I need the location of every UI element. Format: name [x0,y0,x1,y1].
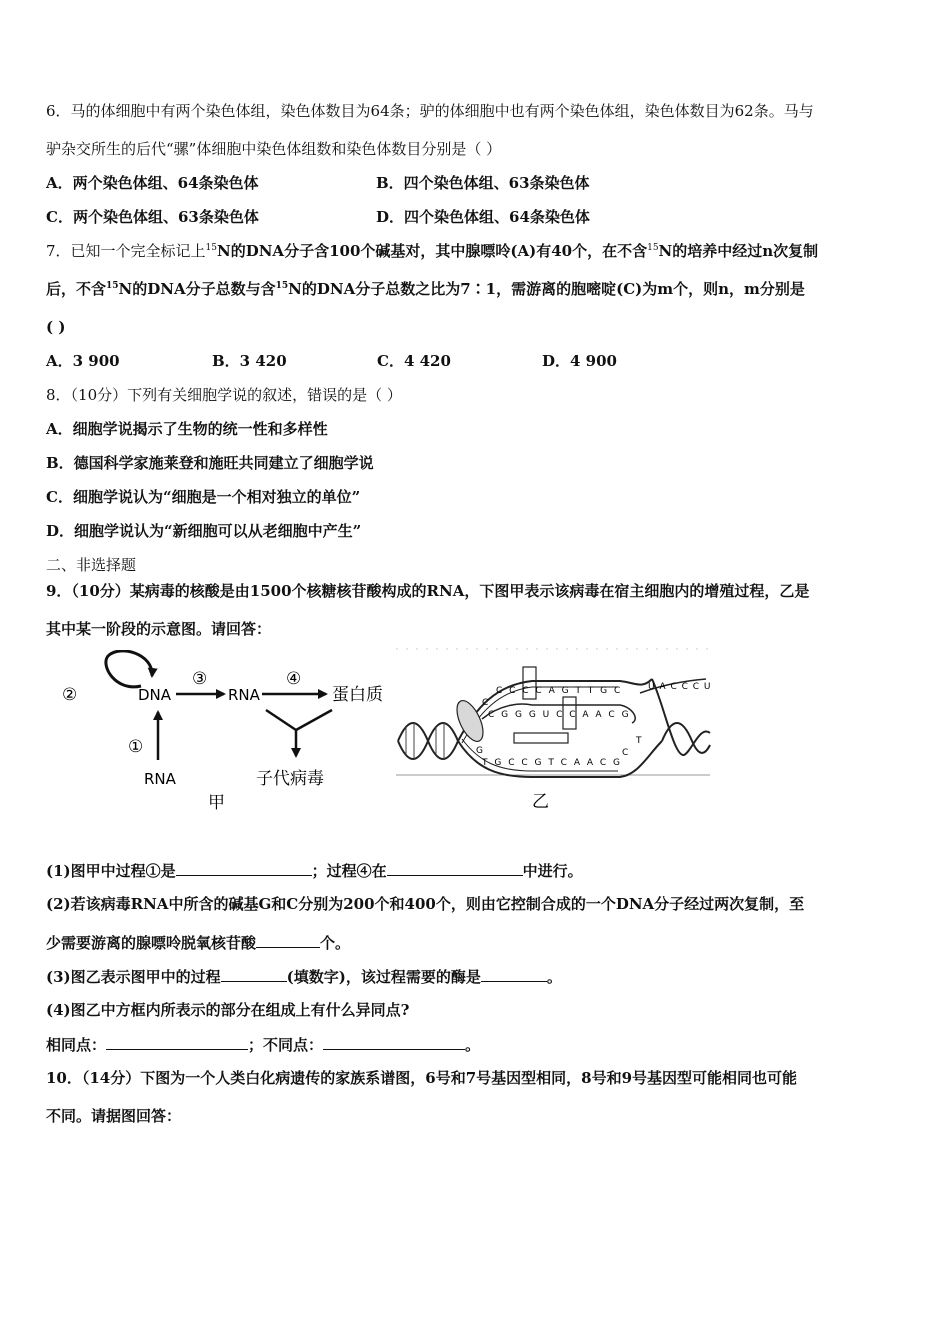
left-helix-strand-b [398,723,458,759]
box-center [514,733,568,743]
q6-option-b: B．四个染色体组、63条染色体 [376,174,590,192]
q6-stem-line2: 驴杂交所生的后代“骡”体细胞中染色体组数和染色体数目分别是（ ） [46,140,502,158]
q9-stem-line2: 其中某一阶段的示意图。请回答： [46,620,272,638]
replication-loop-arrow [106,651,152,687]
fig-jia-rna-mid: RNA [228,686,260,704]
fig-yi-c-right: C [622,748,629,758]
figure-yi [392,645,714,815]
fig-yi-g-left: G [476,746,483,756]
fig-jia-protein: 蛋白质 [332,685,383,705]
q9-part1-c: 中进行。 [522,862,583,880]
q9-blank-5[interactable] [481,966,547,982]
q9-blank-7[interactable] [323,1034,465,1050]
q7-option-d: D．4 900 [542,352,617,370]
assembly-line-left [266,710,296,730]
q9-part2-line2 [46,932,350,953]
q9-blank-4[interactable] [221,966,287,982]
q7-text-1a: 7．已知一个完全标记上 [46,242,206,260]
fig-yi-rna-bases: U A C C C U [648,682,712,692]
fig-jia-circle-4: ④ [286,669,302,689]
q7-text-2b: N的DNA分子总数与含 [118,280,276,298]
q9-part1 [46,860,583,881]
q9-blank-1[interactable] [176,860,312,876]
fig-yi-label: 乙 [532,792,549,812]
q9-same-label: 相同点： [46,1036,107,1054]
fig-yi-mid-bases: C G G G U C C A A C G [488,710,631,720]
q7-stem-line1 [46,241,818,261]
q9-part3-c: 。 [546,968,562,986]
q7-text-2a: 后，不含 [46,280,107,298]
q9-end: 。 [465,1036,481,1054]
q9-part1-b: ；过程④在 [311,862,387,880]
q9-part4: (4)图乙中方框内所表示的部分在组成上有什么异同点? [46,1001,410,1019]
q9-part1-a: (1)图甲中过程①是 [46,862,176,880]
q8-option-d: D．细胞学说认为“新细胞可以从老细胞中产生” [46,522,362,540]
q9-part2-line1: (2)若该病毒RNA中所含的碱基G和C分别为200个和400个，则由它控制合成的一个DNA分子经过两次复制，至 [46,895,805,913]
fig-jia-dna: DNA [138,686,172,704]
q9-part2-b: 少需要游离的腺嘌呤脱氧核苷酸 [46,934,257,952]
fig-yi-left-c: C [482,698,489,708]
q7-stem-line2 [46,279,805,299]
fig-jia-circle-1: ① [128,737,144,757]
q9-part3-a: (3)图乙表示图甲中的过程 [46,968,221,986]
q7-sup-2: 15 [647,243,659,253]
q10-stem-line1: 10．（14分）下图为一个人类白化病遗传的家族系谱图，6号和7号基因型相同，8号和9号基因型可能相同也可能 [46,1069,798,1087]
section-heading-nonchoice: 二、非选择题 [46,556,137,574]
q8-option-a: A．细胞学说揭示了生物的统一性和多样性 [46,420,328,438]
q7-option-c: C．4 420 [377,352,451,370]
q6-option-a: A．两个染色体组、64条染色体 [46,174,259,192]
left-helix-rungs [406,723,444,759]
q7-sup-4: 15 [275,281,289,291]
fig-yi-top-bases: C C C C A G T T G C [496,686,623,696]
q9-part2-c: 个。 [320,934,351,952]
q9-blank-3[interactable] [256,932,320,948]
q8-stem: 8．（10分）下列有关细胞学说的叙述，错误的是（ ） [46,386,402,404]
fig-jia-rna-bottom: RNA [144,770,176,788]
q7-text-1c: N的培养中经过n次复制 [658,242,819,260]
fig-yi-bottom-bases: T G C C G T C A A C G [482,758,622,768]
q9-part3-b: (填数字)，该过程需要的酶是 [286,968,481,986]
q9-diff-label: ；不同点： [248,1036,324,1054]
q9-blank-6[interactable] [106,1034,248,1050]
q10-stem-line2: 不同。请据图回答： [46,1107,182,1125]
q8-option-b: B．德国科学家施莱登和施旺共同建立了细胞学说 [46,454,374,472]
assembly-line-right [296,710,332,730]
q7-text-2c: N的DNA分子总数之比为7∶1，需游离的胞嘧啶(C)为m个，则n，m分别是 [288,280,805,298]
q6-option-c: C．两个染色体组、63条染色体 [46,208,259,226]
fig-jia-circle-3: ③ [192,669,208,689]
fig-jia-circle-2: ② [62,685,78,705]
q6-stem-line1: 6．马的体细胞中有两个染色体组，染色体数目为64条；驴的体细胞中也有两个染色体组，染色体数目为62条。马与 [46,102,814,120]
figure-jia [56,650,396,820]
q7-option-b: B．3 420 [212,352,287,370]
q7-text-1b: N的DNA分子含100个碱基对，其中腺嘌呤(A)有40个，在不含 [217,242,648,260]
q7-sup-3: 15 [106,281,119,291]
q6-option-d: D．四个染色体组、64条染色体 [376,208,590,226]
fig-jia-label: 甲 [208,793,225,813]
q9-part3 [46,966,562,987]
q9-part4-answer [46,1034,480,1055]
q7-sup-1: 15 [205,243,217,253]
q8-option-c: C．细胞学说认为“细胞是一个相对独立的单位” [46,488,361,506]
q9-blank-2[interactable] [387,860,523,876]
q7-option-a: A．3 900 [46,352,120,370]
fig-jia-progeny: 子代病毒 [256,769,324,789]
q9-stem-line1: 9．（10分）某病毒的核酸是由1500个核糖核苷酸构成的RNA，下图甲表示该病毒在宿主细胞内的增殖过程，乙是 [46,582,810,600]
q7-stem-line3: ( ) [46,318,66,336]
fig-yi-right-t: T [636,736,642,746]
